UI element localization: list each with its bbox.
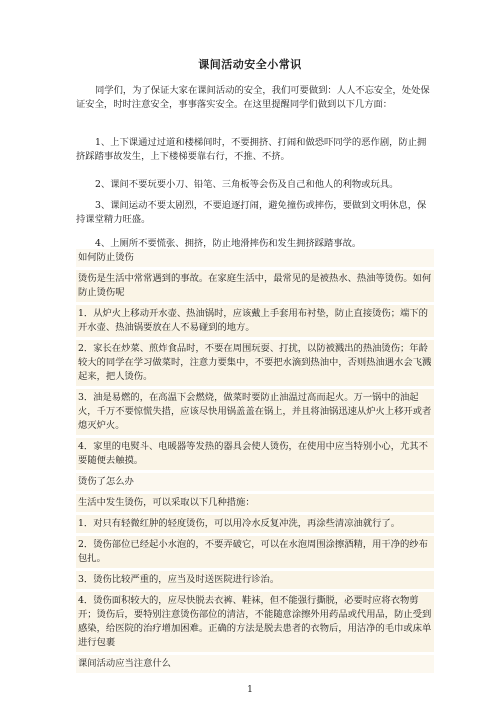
treatment-section-heading: 烫伤了怎么办 [76,473,434,491]
treatment-item-2: 2．烫伤部位已经起小水泡的，不要弄破它，可以在水泡周围涂擦酒精，用干净的纱布包扎。 [76,536,434,568]
rule-item-3: 3、课间运动不要太剧烈，不要追逐打闹，避免撞伤或摔伤，要做到文明休息，保持课堂精力旺盛。 [76,200,427,225]
intro-paragraph: 同学们，为了保证大家在课间活动的安全，我们可要做到：人人不忘安全，处处保证安全，时时注意安全，事事落实安全。在这里提醒同学们做到以下几方面： [76,85,430,110]
burn-item-4: 4．家里的电熨斗、电暖器等发热的器具会使人烫伤，在使用中应当特别小心，尤其不要随便去触摸。 [76,438,434,470]
lower-content [76,249,434,676]
rule-item-4: 4、上厕所不要慌张、拥挤，防止地滑摔伤和发生拥挤踩踏事故。 [95,238,362,249]
treatment-section-intro: 生活中发生烫伤，可以采取以下几种措施： [76,494,434,512]
rule-item-1: 1、上下课通过过道和楼梯间时，不要拥挤、打闹和做恐吓同学的恶作剧，防止拥挤踩踏事故发生，上下楼梯要靠右行，不推、不挤。 [76,137,427,162]
burn-item-1: 1．从炉火上移动开水壶、热油锅时，应该戴上手套用布衬垫，防止直接烫伤；端下的开水壶、热油锅要放在人不易碰到的地方。 [76,305,434,337]
burn-item-2: 2．家长在炒菜、煎炸食品时，不要在周围玩耍、打扰，以防被溅出的热油烫伤；年龄较大的同学在学习做菜时，注意力要集中，不要把水滴到热油中，否则热油遇水会飞溅起来，把人烫伤。 [76,340,434,386]
burn-section-heading: 如何防止烫伤 [76,249,434,267]
page-number: 1 [247,685,253,695]
next-section-heading: 课间活动应当注意什么 [76,655,434,673]
treatment-item-4: 4．烫伤面积较大的，应尽快脱去衣裤、鞋袜，但不能强行撕脱，必要时应将衣物剪开；烫伤后，要特别注意烫伤部位的清洁，不能随意涂擦外用药品或代用品，防止受到感染，给医院的治疗增加困难。正确的方法是脱去患者的衣物后，用洁净的毛巾或床单进行包裹 [76,592,434,652]
burn-item-3: 3．油是易燃的，在高温下会燃烧，做菜时要防止油温过高而起火。万一锅中的油起火，千万不要惊慌失措，应该尽快用锅盖盖在锅上，并且将油锅迅速从炉火上移开或者熄灭炉火。 [76,389,434,435]
burn-section-intro: 烫伤是生活中常常遇到的事故。在家庭生活中，最常见的是被热水、热油等烫伤。如何防止烫伤呢 [76,270,434,302]
rule-item-2: 2、课间不要玩要小刀、铅笔、三角板等会伤及自己和他人的利物或玩具。 [95,179,399,190]
treatment-item-1: 1．对只有轻微红肿的轻度烫伤，可以用冷水反复冲洗，再涂些清凉油就行了。 [76,515,434,533]
treatment-item-3: 3．烫伤比较严重的，应当及时送医院进行诊治。 [76,571,434,589]
page-title: 课间活动安全小常识 [198,58,302,71]
